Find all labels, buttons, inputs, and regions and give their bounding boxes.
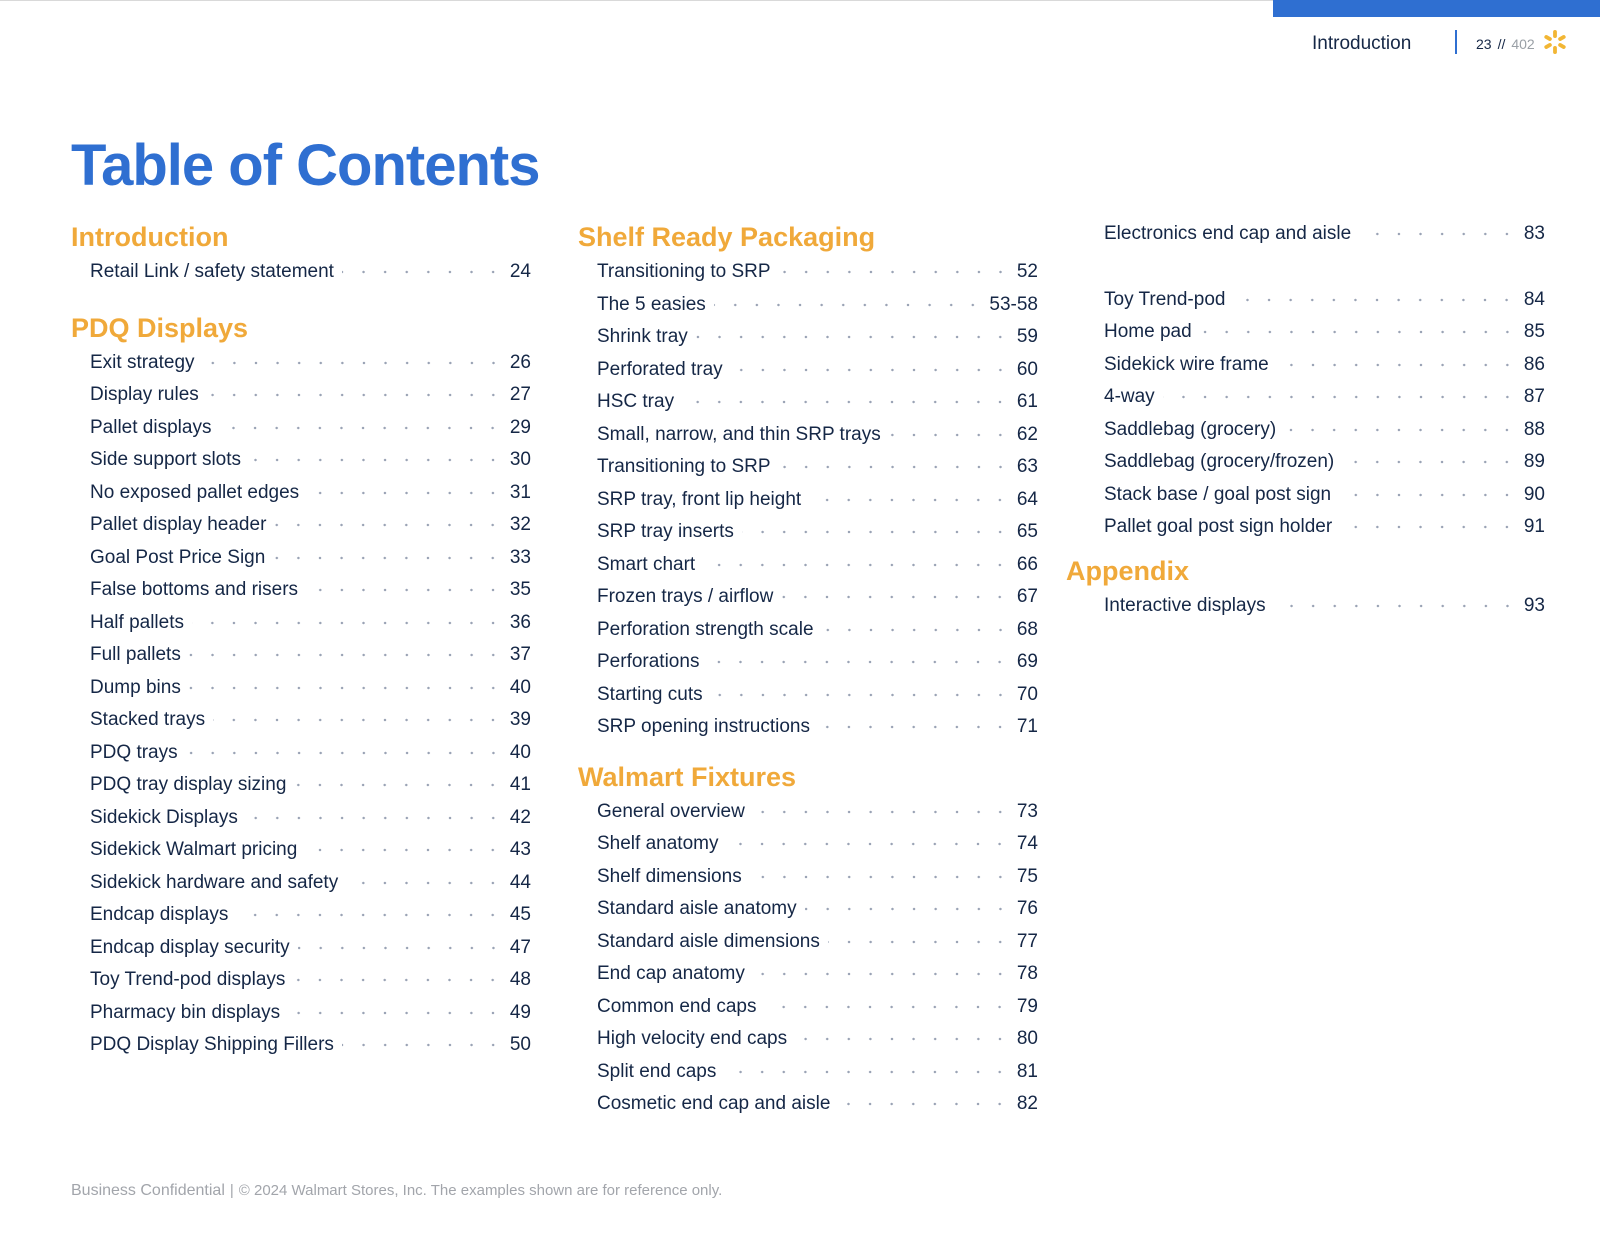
toc-entry-label: Transitioning to SRP [597,261,771,282]
toc-entry[interactable] [71,509,531,542]
section-title-walmart-fixtures[interactable]: Walmart Fixtures [578,761,797,792]
toc-entry[interactable] [578,614,1038,647]
toc-entry-label: Pallet display header [90,514,267,535]
toc-entry-page: 61 [1016,391,1038,412]
toc-entry[interactable] [578,796,1038,829]
section-title-introduction[interactable]: Introduction [71,222,229,252]
toc-entry-page: 59 [1016,326,1038,347]
toc-entry-page: 35 [509,579,531,600]
toc-entry[interactable] [578,926,1038,959]
dot-leader [305,847,504,853]
footer [71,1182,722,1200]
toc-entry[interactable] [1085,511,1545,544]
toc-entry[interactable] [71,704,531,737]
dot-leader [207,392,504,398]
toc-entry-label: Pallet goal post sign holder [1104,516,1333,537]
toc-entry-page: 93 [1523,594,1545,616]
toc-entry-label: Stack base / goal post sign [1104,483,1332,505]
toc-entry[interactable] [71,477,531,510]
toc-entry-page: 89 [1523,451,1545,472]
toc-entry[interactable] [1085,284,1545,317]
toc-entry-label: General overview [597,800,745,822]
dot-leader [246,815,504,821]
toc-entry-label: Goal Post Price Sign [90,546,266,568]
toc-entry-page: 73 [1016,800,1038,822]
toc-entry-label: Common end caps [597,995,757,1017]
toc-entry-label: Small, narrow, and thin SRP trays [597,423,881,445]
toc-entry-label: Side support slots [90,449,242,470]
toc-entry-label: Shelf dimensions [597,865,742,887]
toc-entry-page: 29 [509,416,531,438]
page-indicator [1476,30,1535,58]
toc-entry-label: Split end caps [597,1060,717,1082]
dot-leader [711,692,1011,698]
dot-leader [346,880,504,886]
toc-entry[interactable] [578,991,1038,1024]
toc-entry-label: Perforations [597,651,700,672]
toc-entry-page: 40 [509,741,531,763]
toc-entry[interactable] [578,711,1038,744]
toc-entry-label: Exit strategy [90,351,195,373]
toc-entry[interactable] [578,256,1038,289]
dot-leader [779,464,1011,470]
toc-entry[interactable] [1085,446,1545,479]
toc-entry[interactable] [1085,414,1545,447]
section-list-walmart-fixtures [578,796,1038,1121]
toc-entry[interactable] [71,899,531,932]
toc-entry[interactable] [71,379,531,412]
toc-entry-page: 47 [509,936,531,958]
toc-entry-label: Retail Link / safety statement [90,261,334,282]
toc-entry-label: PDQ tray display sizing [90,774,287,795]
dot-leader [742,529,1011,535]
dot-leader [1200,329,1518,335]
toc-entry-label: Perforation strength scale [597,618,814,640]
toc-entry[interactable] [578,451,1038,484]
toc-entry-page: 81 [1016,1060,1038,1082]
toc-entry-label: Toy Trend-pod displays [90,969,286,990]
toc-entry-page: 91 [1523,516,1545,537]
toc-entry-page: 83 [1523,223,1545,244]
toc-entry-label: Shrink tray [597,326,688,347]
dot-leader [724,1069,1011,1075]
toc-entry-page: 48 [509,969,531,990]
dot-leader [764,1004,1010,1010]
toc-entry[interactable] [71,802,531,835]
toc-entry[interactable] [578,549,1038,582]
dot-leader [805,906,1011,912]
dot-leader [273,555,504,561]
toc-entry-page: 39 [509,709,531,730]
dot-leader [795,1036,1011,1042]
toc-entry-page: 53-58 [989,293,1038,315]
dot-leader [192,620,504,626]
toc-entry-page: 50 [509,1034,531,1055]
toc-entry-page: 65 [1016,521,1038,542]
toc-entry[interactable] [578,861,1038,894]
toc-entry-label: Endcap displays [90,904,229,925]
toc-entry[interactable] [1085,316,1545,349]
dot-leader [342,1042,504,1048]
toc-entry-page: 26 [509,351,531,373]
dot-leader [1340,524,1518,530]
toc-entry-label: Interactive displays [1104,594,1266,616]
toc-entry-page: 84 [1523,288,1545,310]
toc-entry-label: PDQ trays [90,741,178,763]
dot-leader [1274,603,1518,609]
toc-entry-page: 64 [1016,488,1038,510]
toc-column-1 [71,218,531,1062]
header-accent-bar [1273,0,1600,17]
toc-entry-label: High velocity end caps [597,1028,788,1049]
toc-entry-label: SRP tray inserts [597,521,734,542]
dot-leader [682,399,1011,405]
toc-entry-page: 71 [1016,716,1038,737]
toc-entry-page: 49 [509,1001,531,1023]
toc-column-2 [578,218,1038,1121]
toc-entry[interactable] [71,997,531,1030]
section-list-introduction [71,256,531,289]
toc-entry-label: Toy Trend-pod [1104,288,1226,310]
footer-copyright: © 2024 Walmart Stores, Inc. The examples shown are for reference only. [238,1182,723,1199]
toc-entry-label: The 5 easies [597,293,706,315]
toc-entry-page: 67 [1016,586,1038,607]
toc-entry[interactable] [578,354,1038,387]
dot-leader [1342,459,1518,465]
header-section-link[interactable]: Introduction [1312,33,1412,54]
toc-entry[interactable] [578,516,1038,549]
toc-entry-page: 75 [1016,865,1038,887]
dot-leader [219,425,503,431]
dot-leader [822,627,1011,633]
toc-entry-label: Full pallets [90,644,181,665]
toc-entry[interactable] [1085,349,1545,382]
dot-leader [731,367,1011,373]
toc-entry-label: Sidekick Walmart pricing [90,839,298,860]
dot-leader [753,971,1011,977]
dot-leader [274,522,503,528]
toc-entry-label: Sidekick hardware and safety [90,871,339,893]
total-pages: 402 [1511,36,1535,52]
page-title: Table of Contents [71,133,540,198]
toc-entry[interactable] [1085,381,1545,414]
header-divider [1455,30,1457,54]
dot-leader [189,685,504,691]
toc-entry-page: 76 [1016,898,1038,919]
section-list-appendix [1085,590,1545,623]
toc-entry[interactable] [578,484,1038,517]
toc-entry[interactable] [71,412,531,445]
toc-entry-label: No exposed pallet edges [90,481,300,503]
toc-entry-label: Shelf anatomy [597,833,719,854]
toc-entry[interactable] [71,542,531,575]
toc-entry-page: 43 [509,839,531,860]
toc-entry-page: 90 [1523,483,1545,505]
toc-entry-page: 85 [1523,321,1545,342]
toc-entry-page: 45 [509,904,531,925]
dot-leader [838,1101,1010,1107]
dot-leader [714,302,984,308]
toc-entry[interactable] [71,256,531,289]
toc-entry-page: 24 [509,261,531,282]
toc-entry[interactable] [578,419,1038,452]
toc-entry[interactable] [578,828,1038,861]
section-list-shelf-ready-packaging [578,256,1038,744]
toc-entry-label: Pharmacy bin displays [90,1001,281,1023]
toc-entry[interactable] [578,386,1038,419]
footer-separator: | [229,1182,234,1199]
toc-entry-page: 33 [509,546,531,568]
toc-entry[interactable] [578,646,1038,679]
toc-entry-label: Sidekick wire frame [1104,353,1269,375]
section-list-walmart-fixtures-continued [1085,284,1545,544]
dot-leader [1359,231,1518,237]
toc-entry[interactable] [71,347,531,380]
toc-entry-page: 77 [1016,930,1038,952]
dot-leader [213,717,504,723]
toc-entry[interactable] [578,289,1038,322]
dot-leader [818,724,1011,730]
toc-entry[interactable] [71,574,531,607]
toc-entry-label: Saddlebag (grocery) [1104,418,1277,440]
toc-entry-label: SRP opening instructions [597,716,810,737]
toc-entry[interactable] [71,672,531,705]
toc-entry-label: Transitioning to SRP [597,456,771,477]
toc-entry-page: 80 [1016,1028,1038,1049]
toc-entry-page: 79 [1016,995,1038,1017]
toc-entry[interactable] [1085,590,1545,623]
toc-entry-page: 62 [1016,423,1038,445]
dot-leader [298,945,504,951]
toc-entry-label: Standard aisle dimensions [597,930,820,952]
dot-leader [236,912,503,918]
toc-entry[interactable] [578,679,1038,712]
toc-entry-label: Display rules [90,384,199,405]
toc-entry-page: 63 [1016,456,1038,477]
toc-entry[interactable] [71,607,531,640]
footer-confidential: Business Confidential [71,1182,225,1199]
toc-entry-label: Stacked trays [90,709,206,730]
toc-entry-label: Saddlebag (grocery/frozen) [1104,451,1335,472]
toc-entry-page: 70 [1016,683,1038,705]
toc-entry-label: Pallet displays [90,416,212,438]
page-separator: // [1497,36,1506,52]
dot-leader [1284,427,1518,433]
toc-entry-page: 32 [509,514,531,535]
toc-entry-label: Endcap display security [90,936,290,958]
toc-entry-label: Frozen trays / airflow [597,586,774,607]
dot-leader [696,334,1011,340]
toc-entry-page: 66 [1016,553,1038,575]
dot-leader [1233,297,1517,303]
dot-leader [189,652,504,658]
current-page: 23 [1476,36,1492,52]
toc-entry-page: 86 [1523,353,1545,375]
dot-leader [342,269,504,275]
toc-entry[interactable] [71,639,531,672]
toc-entry-page: 78 [1016,963,1038,984]
toc-entry-label: Dump bins [90,676,181,698]
toc-entry-page: 40 [509,676,531,698]
toc-entry-label: False bottoms and risers [90,579,299,600]
toc-entry[interactable] [71,867,531,900]
toc-entry-page: 87 [1523,386,1545,407]
toc-entry-label: Half pallets [90,611,184,633]
toc-entry-page: 30 [509,449,531,470]
toc-entry[interactable] [578,1023,1038,1056]
toc-entry-page: 27 [509,384,531,405]
dot-leader [1163,394,1518,400]
toc-entry-label: SRP tray, front lip height [597,488,802,510]
dot-leader [307,490,504,496]
toc-entry-label: Home pad [1104,321,1192,342]
dot-leader [203,360,504,366]
toc-entry[interactable] [1085,479,1545,512]
toc-entry[interactable] [71,834,531,867]
dot-leader [889,432,1011,438]
toc-entry-page: 31 [509,481,531,503]
toc-entry[interactable] [578,321,1038,354]
toc-entry[interactable] [578,1088,1038,1121]
dot-leader [809,497,1011,503]
toc-entry-page: 37 [509,644,531,665]
toc-entry-label: Standard aisle anatomy [597,898,797,919]
dot-leader [1277,362,1518,368]
toc-entry[interactable] [71,1029,531,1062]
dot-leader [294,782,503,788]
dot-leader [750,874,1011,880]
toc-entry-page: 41 [509,774,531,795]
toc-entry-label: Smart chart [597,553,696,575]
dot-leader [703,562,1011,568]
toc-entry-page: 88 [1523,418,1545,440]
dot-leader [781,594,1011,600]
spark-icon [1542,29,1568,55]
section-title-shelf-ready-packaging[interactable]: Shelf Ready Packaging [578,222,876,252]
dot-leader [293,977,503,983]
toc-entry[interactable] [578,581,1038,614]
toc-entry-label: 4-way [1104,386,1155,407]
dot-leader [1339,492,1518,498]
dot-leader [306,587,504,593]
dot-leader [779,269,1011,275]
toc-entry-label: Perforated tray [597,358,723,380]
toc-entry[interactable] [578,958,1038,991]
toc-entry-label: End cap anatomy [597,963,745,984]
toc-entry-page: 68 [1016,618,1038,640]
toc-entry-page: 44 [509,871,531,893]
toc-entry[interactable] [578,893,1038,926]
toc-entry-page: 82 [1016,1093,1038,1114]
dot-leader [249,457,504,463]
section-list-pdq-displays [71,347,531,1062]
toc-entry-label: Sidekick Displays [90,806,238,828]
toc-entry[interactable] [71,444,531,477]
toc-entry-page: 74 [1016,833,1038,854]
toc-entry-label: Cosmetic end cap and aisle [597,1093,831,1114]
toc-entry-page: 36 [509,611,531,633]
toc-entry[interactable] [578,1056,1038,1089]
dot-leader [186,750,504,756]
dot-leader [753,809,1011,815]
toc-entry[interactable] [1085,218,1545,251]
dot-leader [828,939,1011,945]
toc-entry[interactable] [71,769,531,802]
toc-entry-page: 52 [1016,261,1038,282]
toc-entry[interactable] [71,964,531,997]
toc-entry-page: 42 [509,806,531,828]
dot-leader [707,659,1010,665]
toc-entry[interactable] [71,737,531,770]
toc-entry-page: 69 [1016,651,1038,672]
toc-entry-label: Starting cuts [597,683,703,705]
section-title-pdq-displays[interactable]: PDQ Displays [71,312,249,343]
toc-column-3 [1066,218,1545,622]
toc-entry-page: 60 [1016,358,1038,380]
toc-entry-label: HSC tray [597,391,675,412]
dot-leader [288,1010,504,1016]
toc-entry-label: PDQ Display Shipping Fillers [90,1034,334,1055]
section-title-appendix[interactable]: Appendix [1066,555,1190,586]
dot-leader [726,841,1010,847]
toc-entry[interactable] [71,932,531,965]
toc-entry-label: Electronics end cap and aisle [1104,223,1352,244]
